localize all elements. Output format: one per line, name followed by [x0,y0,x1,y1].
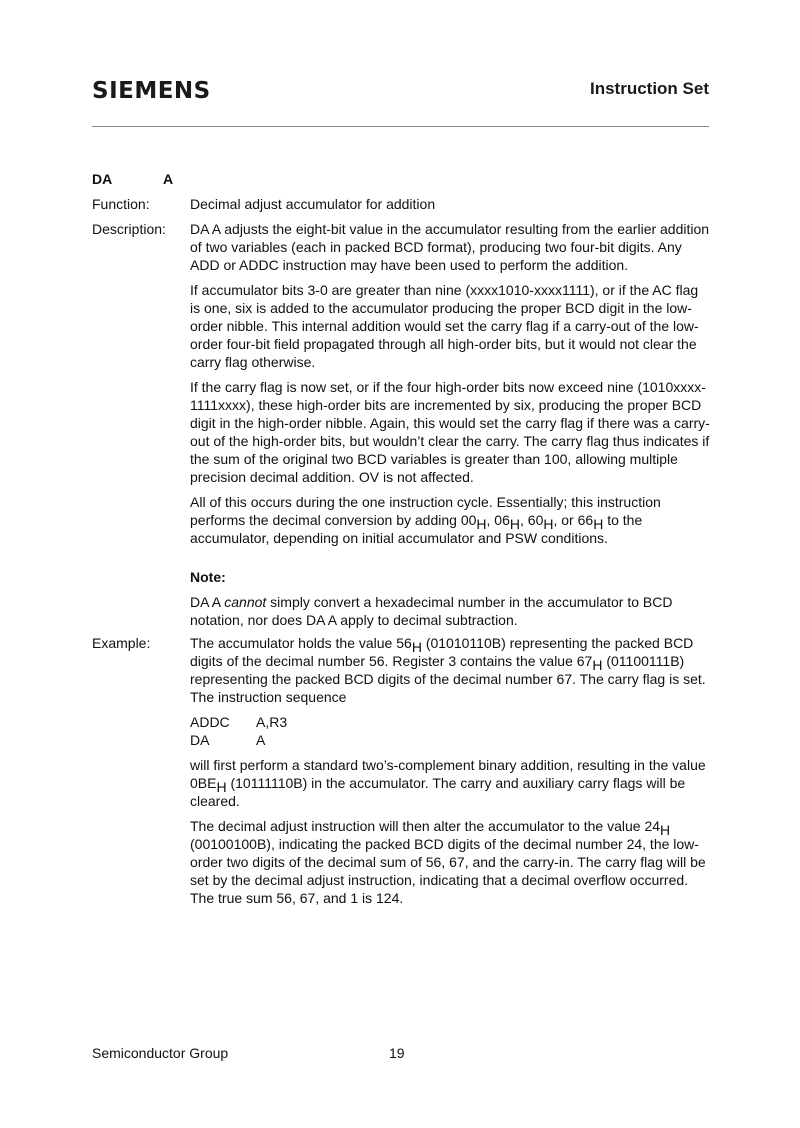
code-mnemonic: ADDC [190,714,230,730]
description-paragraph-2: If accumulator bits 3-0 are greater than nine (xxxx1010-xxxx1111), or if the AC flag is one, six is added to the accumulator producing the proper BCD digit in the low-order nibble. This internal addition would set the carry flag if a carry-out of the low-order four-bit field propagated through all high-order bits, but it would not clear the carry flag otherwise. [190,282,699,370]
text-run: (01100111B) representing the packed BCD digits of the decimal number 67. The carry flag is set. The instruction sequence [190,653,706,705]
hex-subscript: H [543,516,554,532]
text-run: All of this occurs during the one instruction cycle. Essentially; this instruction performs the decimal conversion by adding [190,494,661,528]
siemens-logo: SIEMENS [92,78,211,104]
hex-subscript: H [592,657,603,673]
hex-value: 00 [460,512,477,528]
hex-subscript: H [509,516,520,532]
example-body [190,634,712,914]
example-paragraph-1 [190,634,712,706]
text-run: (00100100B), indicating the packed BCD digits of the decimal number 24, the low-order two digits of the decimal sum of 56, 67, and the carry-in. The carry flag will be set by the decimal adjust instruction, indicating that a decimal overflow occurred. The true sum 56, 67, and 1 is 124. [190,836,706,906]
text-run: simply convert a hexadecimal number in the accumulator to BCD notation, nor does DA A apply to decimal subtraction. [190,594,673,628]
hex-value: 60 [527,512,544,528]
section-title: Instruction Set [589,79,709,98]
hex-subscript: H [411,639,422,655]
hex-subscript: H [593,516,604,532]
page-number: 19 [389,1045,405,1061]
text-run: (10111110B) in the accumulator. The carry and auxiliary carry flags will be cleared. [190,775,686,809]
code-mnemonic: DA [190,732,210,748]
description-label: Description: [92,221,166,237]
hex-value: 06 [494,512,510,528]
code-block [190,713,712,749]
example-paragraph-3 [190,817,712,907]
code-line [190,731,712,749]
example-label: Example: [92,635,151,651]
function-text: Decimal adjust accumulator for addition [190,196,436,212]
hex-subscript: H [660,822,671,838]
text-run: (01010110B) representing the packed BCD digits of the decimal number 56. Register 3 contains the value 67 [190,635,694,669]
example-paragraph-2 [190,756,712,810]
hex-value: 66 [577,512,594,528]
description-paragraph-1: DA A adjusts the eight-bit value in the accumulator resulting from the earlier addition of two variables (each in packed BCD format), producing two four-bit digits. Any ADD or ADDC instruction may have been used to perform the addition. [190,221,710,273]
footer-publisher: Semiconductor Group [92,1045,229,1061]
text-run: DA A [190,594,225,610]
instruction-mnemonic: DA [92,171,113,187]
note-text [190,593,712,629]
code-operands: A,R3 [256,714,288,730]
text-run: to the accumulator, depending on initial accumulator and PSW conditions. [190,512,643,546]
note-heading: Note: [190,569,226,585]
instruction-heading [92,171,174,187]
description-body [190,220,712,636]
description-paragraph-3: If the carry flag is now set, or if the four high-order bits now exceed nine (1010xxxx-1111xxxx), these high-order bits are incremented by six, producing the proper BCD digit in the high-order nibble. Again, this would set the carry flag if there was a carry-out of the high-order bits, but wouldn’t clear the carry. The carry flag thus indicates if the sum of the original two BCD variables is greater than 100, allowing multiple precision decimal addition. OV is not affected. [190,379,710,485]
text-run: will first perform a standard two’s-complement binary addition, resulting in the value 0BE [190,757,706,791]
code-operands: A [256,732,266,748]
function-label: Function: [92,196,150,212]
header-divider [92,126,709,127]
emphasis-text: cannot [224,594,267,610]
text-run: , [520,512,528,528]
text-run: The decimal adjust instruction will then alter the accumulator to the value 24 [190,818,661,834]
text-run: The accumulator holds the value 56 [190,635,412,651]
hex-subscript: H [476,516,487,532]
instruction-operand: A [163,171,174,187]
hex-subscript: H [216,779,227,795]
text-run: , [486,512,495,528]
description-paragraph-4 [190,493,712,547]
text-run: , or [553,512,578,528]
code-line [190,713,712,731]
